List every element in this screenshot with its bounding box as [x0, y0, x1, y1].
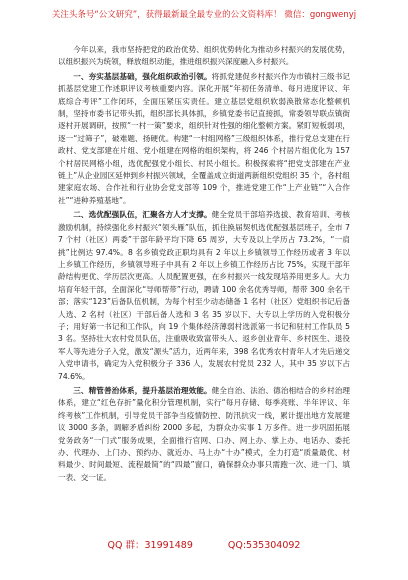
banner-text: 关注头条号“公文研究”，获得最新最全最专业的公文资料库！ 微信： [51, 10, 310, 20]
section-2-paragraph [58, 209, 350, 383]
intro-paragraph: 今年以来，我市坚持把党的政治优势、组织优势转化为推动乡村振兴的发展优势，以组织振兴为统领，释放组织动能，推进组织振兴深度融入乡村振兴。 [58, 45, 350, 67]
section-3-text: 健全自治、法治、德治相结合的乡村治理体系，建立“红色存折”量化积分管理机制，实行“每月存储、每季亮账、半年评议、年终考核”工作机制，引导党员干部争当疫情防控、防汛抗灾一线，累计提出地方发展建议 3000 多条，调解矛盾纠纷 2000 多起，为群众办实事 1 万多件。进一步巩固拓展党务政务“一门式”服务成果，全面推行官网、口办、网上办、掌上办、电话办、委托办、代理办、上门办、预约办、就近办、马上办“十办”模式，全力打造“质量最优、材料最少、时间最短、流程最简”的“四最”窗口，确保群众办事只需跑一次、进一门、填一表、交一证。 [58, 385, 350, 482]
document-body [58, 44, 350, 484]
footer-qq: QQ:535304092 [227, 540, 301, 551]
section-2-heading: 二、选优配强队伍，汇聚各方人才支撑。 [73, 210, 212, 220]
footer-qq-group: QQ 群：31991489 [107, 540, 193, 551]
banner-wechat-id: gongwenyj [309, 10, 357, 20]
section-3-heading: 三、精管善治体系，提升基层治理效能。 [73, 385, 212, 395]
section-2-text: 健全党员干部培养选拔、教育培训、考核激励机制，持续强化乡村振兴“领头雁”队伍，抓住换届契机选优配强基层班子，全市 77 个村（社区）两委”干部年龄平均下降 65 周岁，大专及以上学历占 73.2%，“一肩挑”比例达 97.4%。8 名乡镇党政正职均具有 2 年以上乡镇领导工作经历或者 3 年以上乡镇工作经历，乡镇领导班子中具有 2 年以上乡镇工作经历占比 75%，实现干部年龄结构更优、学历层次更高。人员配置更强，在乡村振兴一线发现培养用更多人。大力培育年轻干部，全面深化“导师帮带”行动，聘请 100 余名优秀导师，帮带 300 余名干部；落实“123”后备队伍机制，为每个村至少动态储备 1 名村（社区）党组织书记后备人选、2 名村（社区）干部后备人选和 3 名 35 岁以下、大专以上学历的入党积极分子；用好第一书记和工作队，向 19 个集体经济薄弱村选派第一书记和驻村工作队员 53 名。坚持壮大农村党员队伍，注重吸收致富带头人、返乡创业青年、乡村医生、退役军人等先进分子入党，激发“源头”活力，近两年来，398 名优秀农村青年人才先后递交入党申请书，确定为入党积极分子 336 人，发展农村党员 232 人，其中 35 岁以下占 74.6%。 [58, 210, 350, 381]
section-1-paragraph [58, 71, 350, 207]
footer-contact [0, 537, 408, 551]
section-1-heading: 一、夯实基层基础，强化组织政治引领。 [73, 71, 212, 81]
section-1-text: 将抓党建促乡村振兴作为市镇村三级书记抓基层党建工作述职评议考核重要内容。深化开展“年初任务清单、每月进度评议、年底综合考评”工作闭环，全面压紧压实责任。建立基层党组织软弱涣散常态化整顿机制，坚持市委书记带头抓，组织部长具体抓，乡镇党委书记直接抓，常委领导联点镇街逐村开展调研，按照“一村一策”要求，组织针对性强的细化整顿方案。紧盯短板弱项，逐一“过筛子”，破难题、扬硬优。构建“一村组网格”三级组织体系，推行党总支建在行政村、党支部建在片组、党小组建在网格的组织架构，将 246 个村居片组优化为 157 个村居民网格小组，选优配强党小组长、村民小组长。积极探索将“把党支部建在产业链上”从企业园区延伸到乡村振兴领域，全覆盖成立街道两新组织党组织 35 个，各村组建家庭农场、合作社和行业协会党支部等 109 个，推进党建工作“上产业链”“入合作社”“进种养殖基地”。 [58, 71, 350, 205]
section-3-paragraph [58, 385, 350, 484]
header-banner [0, 10, 408, 21]
